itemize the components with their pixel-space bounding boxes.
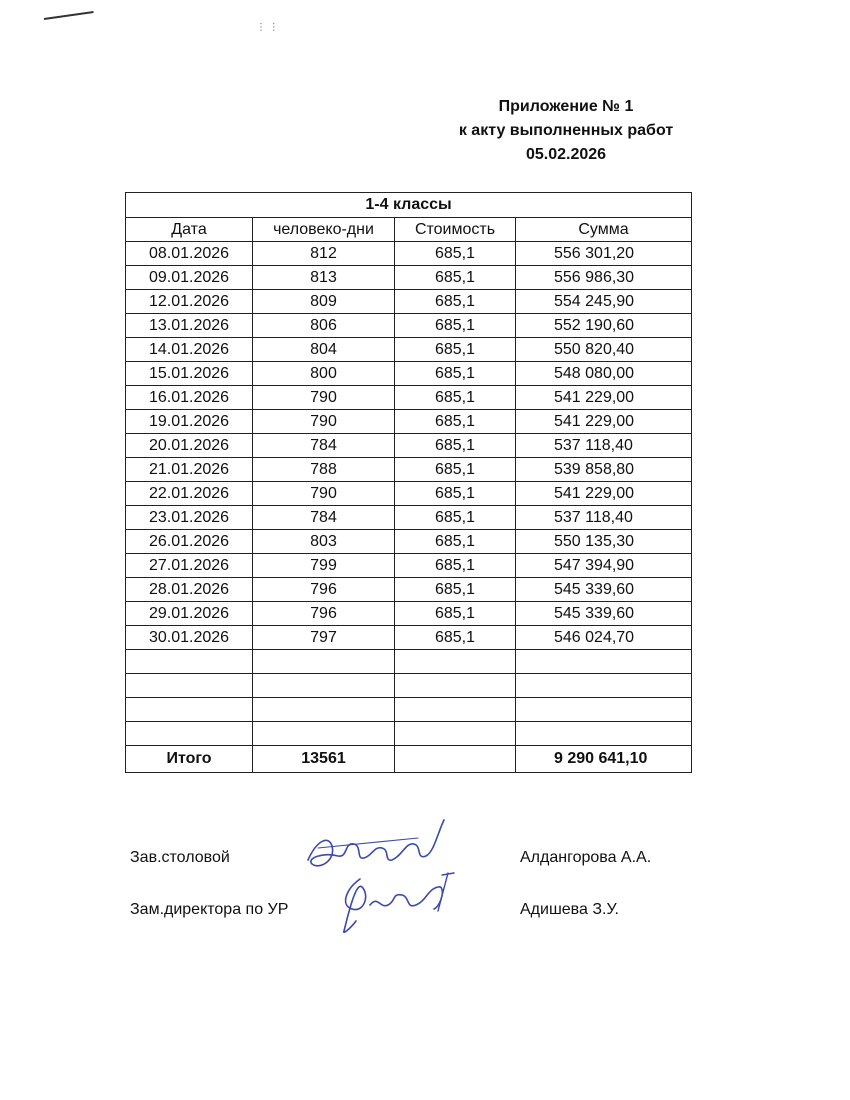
row-sum: 541 229,00: [516, 386, 692, 410]
row-people-days: 800: [253, 362, 395, 386]
row-sum: 554 245,90: [516, 290, 692, 314]
signer-name: Адишева З.У.: [520, 901, 619, 918]
signer-name: Алдангорова А.А.: [520, 849, 652, 866]
row-people-days: 788: [253, 458, 395, 482]
row-people-days: 809: [253, 290, 395, 314]
table-row: [126, 410, 692, 434]
row-sum: 537 118,40: [516, 434, 692, 458]
table-row: [126, 242, 692, 266]
row-cost: 685,1: [395, 386, 516, 410]
signature-row-canteen: [130, 849, 690, 873]
row-date: 22.01.2026: [126, 482, 253, 506]
row-people-days: 803: [253, 530, 395, 554]
row-cost: 685,1: [395, 314, 516, 338]
row-date: 13.01.2026: [126, 314, 253, 338]
row-people-days: 796: [253, 578, 395, 602]
column-header-cost: Стоимость: [395, 218, 516, 242]
total-people-days: 13561: [253, 746, 395, 773]
row-date: 19.01.2026: [126, 410, 253, 434]
row-cost: 685,1: [395, 410, 516, 434]
row-people-days: 796: [253, 602, 395, 626]
row-sum: 537 118,40: [516, 506, 692, 530]
row-cost: 685,1: [395, 578, 516, 602]
row-sum: 556 301,20: [516, 242, 692, 266]
table-row: [126, 338, 692, 362]
row-people-days: 813: [253, 266, 395, 290]
row-sum: 547 394,90: [516, 554, 692, 578]
empty-row: [126, 650, 692, 674]
row-sum: 556 986,30: [516, 266, 692, 290]
table-row: [126, 554, 692, 578]
empty-row: [126, 698, 692, 722]
row-sum: 552 190,60: [516, 314, 692, 338]
column-header-date: Дата: [126, 218, 253, 242]
signer-role: Зам.директора по УР: [130, 901, 289, 918]
column-header-people-days: человеко-дни: [253, 218, 395, 242]
total-cost: [395, 746, 516, 773]
table-row: [126, 482, 692, 506]
row-cost: 685,1: [395, 482, 516, 506]
row-cost: 685,1: [395, 338, 516, 362]
row-cost: 685,1: [395, 506, 516, 530]
row-cost: 685,1: [395, 626, 516, 650]
row-sum: 545 339,60: [516, 602, 692, 626]
row-date: 29.01.2026: [126, 602, 253, 626]
signature-row-deputy: [130, 901, 690, 925]
row-date: 28.01.2026: [126, 578, 253, 602]
row-sum: 550 135,30: [516, 530, 692, 554]
row-sum: 548 080,00: [516, 362, 692, 386]
row-sum: 541 229,00: [516, 482, 692, 506]
table-row: [126, 530, 692, 554]
row-cost: 685,1: [395, 266, 516, 290]
row-people-days: 799: [253, 554, 395, 578]
table-row: [126, 626, 692, 650]
row-date: 20.01.2026: [126, 434, 253, 458]
row-sum: 541 229,00: [516, 410, 692, 434]
row-cost: 685,1: [395, 362, 516, 386]
row-sum: 546 024,70: [516, 626, 692, 650]
row-people-days: 797: [253, 626, 395, 650]
row-date: 14.01.2026: [126, 338, 253, 362]
row-cost: 685,1: [395, 530, 516, 554]
row-cost: 685,1: [395, 290, 516, 314]
row-cost: 685,1: [395, 602, 516, 626]
row-date: 26.01.2026: [126, 530, 253, 554]
row-people-days: 790: [253, 410, 395, 434]
empty-row: [126, 722, 692, 746]
row-sum: 550 820,40: [516, 338, 692, 362]
row-date: 09.01.2026: [126, 266, 253, 290]
section-title: 1-4 классы: [126, 193, 692, 218]
appendix-title: Приложение № 1: [498, 98, 634, 115]
table-row: [126, 602, 692, 626]
table-row: [126, 290, 692, 314]
row-cost: 685,1: [395, 242, 516, 266]
row-sum: 545 339,60: [516, 578, 692, 602]
row-date: 21.01.2026: [126, 458, 253, 482]
row-date: 12.01.2026: [126, 290, 253, 314]
total-sum: 9 290 641,10: [516, 746, 692, 773]
row-cost: 685,1: [395, 554, 516, 578]
table-row: [126, 314, 692, 338]
table-row: [126, 458, 692, 482]
row-date: 27.01.2026: [126, 554, 253, 578]
row-people-days: 790: [253, 482, 395, 506]
row-people-days: 784: [253, 434, 395, 458]
row-people-days: 812: [253, 242, 395, 266]
row-cost: 685,1: [395, 458, 516, 482]
table-row: [126, 266, 692, 290]
row-date: 15.01.2026: [126, 362, 253, 386]
table-row: [126, 386, 692, 410]
table-row: [126, 434, 692, 458]
row-people-days: 790: [253, 386, 395, 410]
row-sum: 539 858,80: [516, 458, 692, 482]
row-people-days: 806: [253, 314, 395, 338]
row-people-days: 804: [253, 338, 395, 362]
total-row: [126, 746, 692, 773]
scan-dots: ⋮ ⋮: [256, 22, 279, 33]
appendix-subtitle: к акту выполненных работ: [458, 122, 674, 139]
row-date: 23.01.2026: [126, 506, 253, 530]
table-row: [126, 578, 692, 602]
row-cost: 685,1: [395, 434, 516, 458]
row-date: 08.01.2026: [126, 242, 253, 266]
table-row: [126, 506, 692, 530]
row-people-days: 784: [253, 506, 395, 530]
table-body: [126, 242, 692, 650]
table-row: [126, 362, 692, 386]
document-heading: [416, 95, 716, 167]
total-label: Итого: [126, 746, 253, 773]
appendix-date: 05.02.2026: [525, 146, 607, 163]
empty-row: [126, 674, 692, 698]
row-date: 30.01.2026: [126, 626, 253, 650]
signer-role: Зав.столовой: [130, 849, 230, 866]
meals-table: [125, 192, 692, 773]
column-header-sum: Сумма: [516, 218, 692, 242]
row-date: 16.01.2026: [126, 386, 253, 410]
scan-mark-line: [44, 11, 94, 20]
